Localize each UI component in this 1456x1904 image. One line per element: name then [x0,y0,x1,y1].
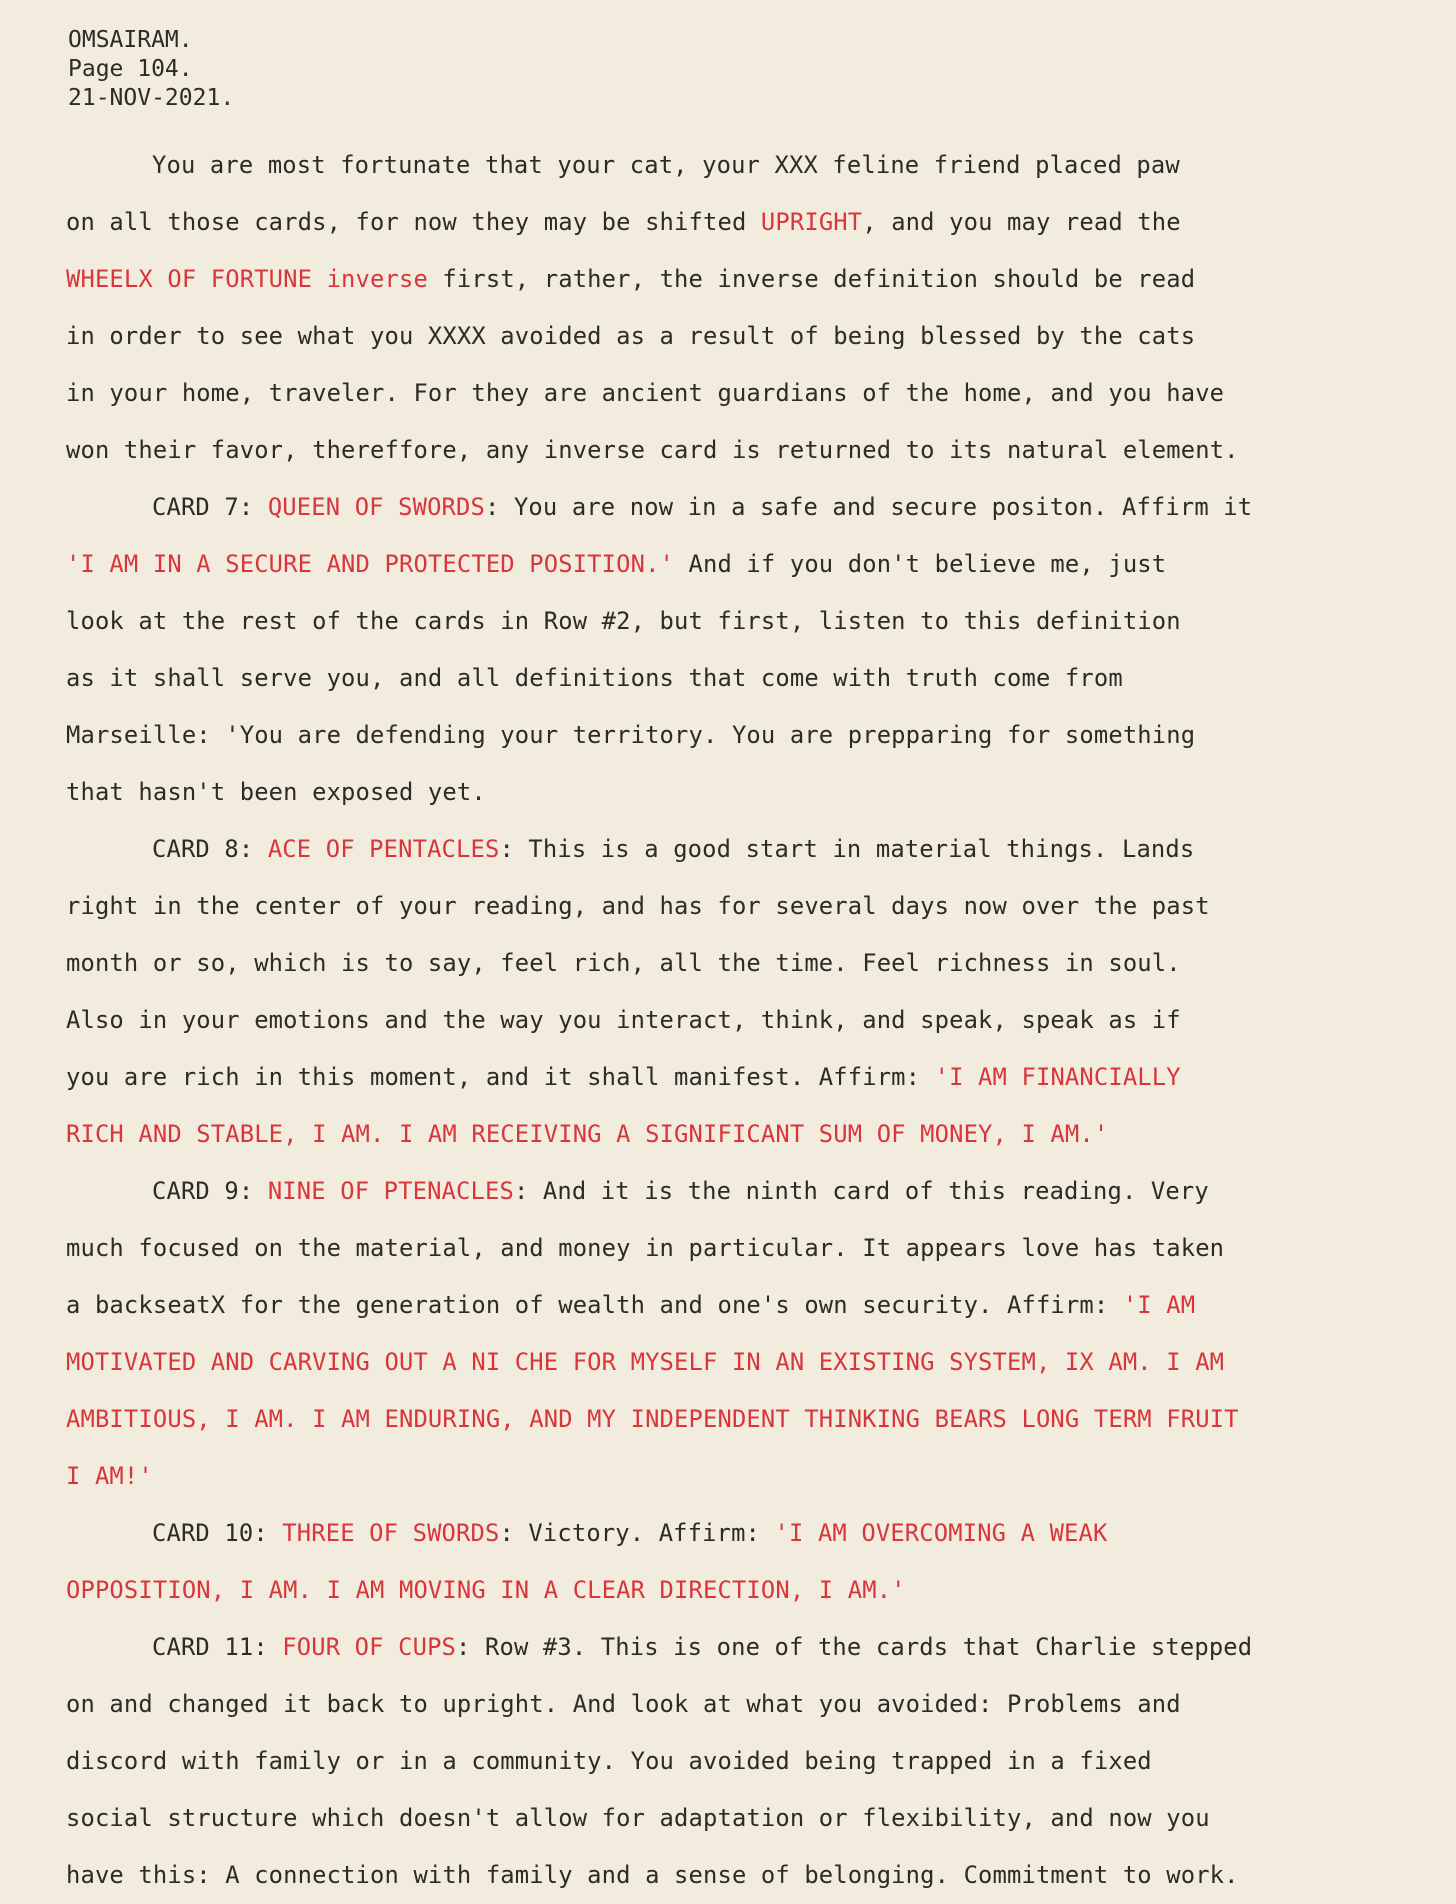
text-segment: as it shall serve you, and all definitions that come with truth come from [66,664,1123,692]
red-highlight-text: OPPOSITION, I AM. I AM MOVING IN A CLEAR DIRECTION, I AM.' [66,1576,906,1604]
red-highlight-text: THREE OF SWORDS [282,1519,500,1547]
text-line [66,194,1456,251]
text-segment: in order to see what you XXXX avoided as a result of being blessed by the cats [66,322,1196,350]
text-line [66,1163,1456,1220]
red-highlight-text: 'I AM [1122,1291,1196,1319]
header-title: OMSAIRAM. [68,27,193,53]
red-highlight-text: MOTIVATED AND CARVING OUT A NI CHE FOR MYSELF IN AN EXISTING SYSTEM, IX AM. I AM [66,1348,1225,1376]
red-highlight-text: RICH AND STABLE, I AM. I AM RECEIVING A SIGNIFICANT SUM OF MONEY, I AM.' [66,1120,1109,1148]
text-segment: in your home, traveler. For they are ancient guardians of the home, and you have [66,379,1225,407]
text-line [66,1733,1456,1790]
text-line [66,764,1456,821]
text-line [66,536,1456,593]
text-line [66,137,1456,194]
text-segment: month or so, which is to say, feel rich, all the time. Feel richness in soul. [66,949,1181,977]
text-line [66,479,1456,536]
text-segment: You are most fortunate that your cat, your XXX feline friend placed paw [152,151,1180,179]
red-highlight-text: FOUR OF CUPS [282,1633,457,1661]
header-page-number: Page 104. [68,56,193,82]
text-segment: CARD 9: [152,1177,268,1205]
text-line [66,650,1456,707]
text-line [66,1049,1456,1106]
text-line [66,878,1456,935]
text-line [66,1619,1456,1676]
text-segment: : And it is the ninth card of this reading. Very [513,1177,1209,1205]
text-segment: CARD 8: [152,835,268,863]
text-segment: have this: A connection with family and a sense of belonging. Commitment to work. [66,1861,1239,1889]
text-segment: right in the center of your reading, and has for several days now over the past [66,892,1210,920]
text-line [66,1391,1456,1448]
text-segment: a backseatX for the generation of wealth and one's own security. Affirm: [66,1291,1123,1319]
text-segment: CARD 10: [152,1519,283,1547]
red-highlight-text: QUEEN OF SWORDS [267,493,485,521]
text-line [66,1220,1456,1277]
text-segment: you are rich in this moment, and it shall manifest. Affirm: [66,1063,935,1091]
red-highlight-text: I AM!' [66,1462,153,1490]
red-highlight-text: AMBITIOUS, I AM. I AM ENDURING, AND MY INDEPENDENT THINKING BEARS LONG TERM FRUIT [66,1405,1239,1433]
text-line [66,1448,1456,1505]
text-segment: , and you may read the [862,208,1181,236]
text-line [66,935,1456,992]
text-segment: Marseille: 'You are defending your territory. You are prepparing for something [66,721,1196,749]
text-segment: discord with family or in a community. You avoided being trapped in a fixed [66,1747,1152,1775]
red-highlight-text: NINE OF PTENACLES [267,1177,514,1205]
text-line [66,821,1456,878]
document-body [66,137,1456,1904]
text-line [66,593,1456,650]
header-date: 21-NOV-2021. [68,85,235,111]
text-line [66,1505,1456,1562]
text-segment: won their favor, thereffore, any inverse card is returned to its natural element. [66,436,1239,464]
text-line [66,422,1456,479]
red-highlight-text: 'I AM OVERCOMING A WEAK [774,1519,1108,1547]
text-line [66,1790,1456,1847]
text-segment: : This is a good start in material things. Lands [499,835,1195,863]
text-line [66,1562,1456,1619]
text-segment: : Victory. Affirm: [499,1519,775,1547]
page-header [68,26,234,113]
red-highlight-text: WHEELX OF FORTUNE inverse [66,265,428,293]
red-highlight-text: UPRIGHT [760,208,863,236]
red-highlight-text: 'I AM IN A SECURE AND PROTECTED POSITION.' [66,550,675,578]
text-line [66,251,1456,308]
text-line [66,707,1456,764]
text-segment: on all those cards, for now they may be shifted [66,208,761,236]
text-line [66,308,1456,365]
text-segment: CARD 11: [152,1633,283,1661]
text-line [66,365,1456,422]
text-segment: : Row #3. This is one of the cards that Charlie stepped [456,1633,1253,1661]
red-highlight-text: 'I AM FINANCIALLY [934,1063,1181,1091]
text-segment: : You are now in a safe and secure positon. Affirm it [484,493,1253,521]
text-segment: much focused on the material, and money in particular. It appears love has taken [66,1234,1225,1262]
text-line [66,1676,1456,1733]
text-segment: And if you don't believe me, just [674,550,1167,578]
text-segment: that hasn't been exposed yet. [66,778,486,806]
text-segment: Also in your emotions and the way you interact, think, and speak, speak as if [66,1006,1181,1034]
text-segment: CARD 7: [152,493,268,521]
red-highlight-text: ACE OF PENTACLES [267,835,500,863]
text-line [66,1847,1456,1904]
text-line [66,992,1456,1049]
text-segment: look at the rest of the cards in Row #2, but first, listen to this definition [66,607,1181,635]
text-segment: on and changed it back to upright. And look at what you avoided: Problems and [66,1690,1181,1718]
text-line [66,1106,1456,1163]
text-line [66,1277,1456,1334]
text-segment: social structure which doesn't allow for adaptation or flexibility, and now you [66,1804,1210,1832]
text-segment: first, rather, the inverse definition should be read [427,265,1196,293]
text-line [66,1334,1456,1391]
